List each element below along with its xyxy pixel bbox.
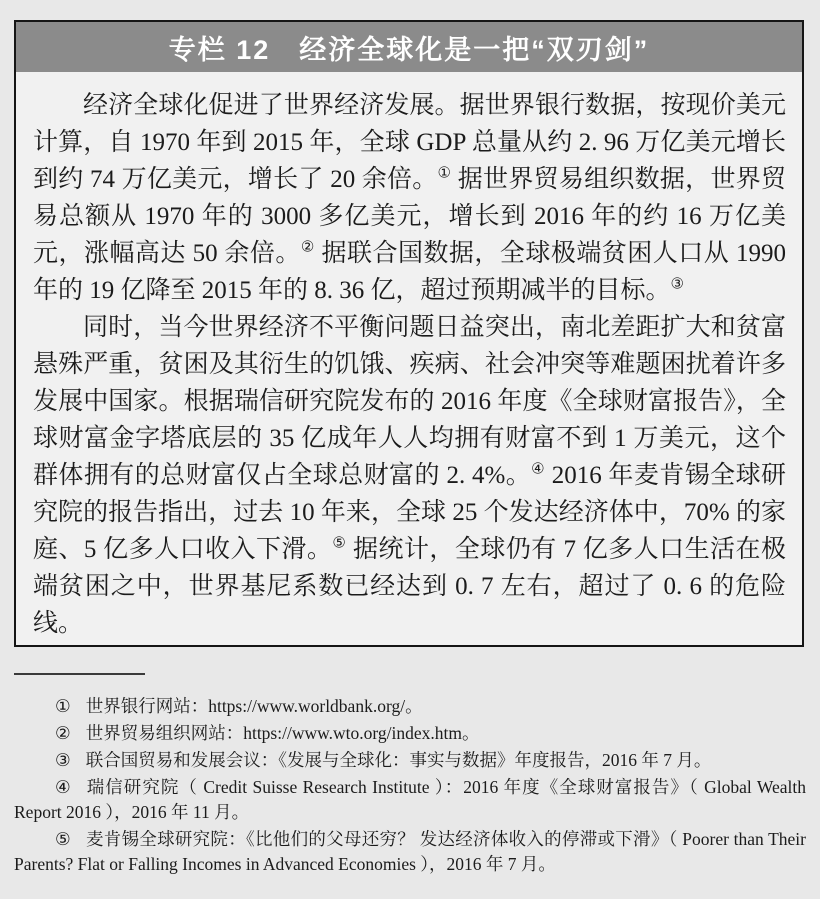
footnote-text: 瑞信研究院（ Credit Suisse Research Institute ）：2016 年度《全球财富报告》（ Global Wealth Report 2016 ），2016 年 11 月。 [14, 777, 806, 822]
body-paragraph [33, 309, 786, 642]
footnote-text: 麦肯锡全球研究院：《比他们的父母还穷？ 发达经济体收入的停滞或下滑》（ Poorer than Their Parents? Flat or Falling Incomes in Advanced Economies ），2016 年 7 月。 [14, 829, 806, 874]
text-run: 据世界贸易组织数据，世界贸易总额从 1970 年的 3000 多亿美元，增长到 2016 年的约 16 万亿美元，涨幅高达 50 余倍。 [33, 166, 786, 267]
footnote-number: ② [55, 723, 71, 743]
footnote-ref: ① [437, 165, 452, 182]
footnote-text: 联合国贸易和发展会议：《发展与全球化：事实与数据》年度报告，2016 年 7 月。 [85, 750, 712, 770]
footnotes [14, 694, 806, 879]
footnote-item [14, 748, 806, 773]
text-run: 据统计，全球仍有 7 亿多人口生活在极端贫困之中，世界基尼系数已经达到 0. 7 左右，超过了 0. 6 的危险线。 [33, 536, 786, 637]
footnote-number: ① [55, 696, 71, 716]
text-run: 经济全球化促进了世界经济发展。据世界银行数据，按现价美元计算，自 1970 年到 2015 年，全球 GDP 总量从约 2. 96 万亿美元增长到约 74 万亿美元，增长了 20 余倍。 [33, 92, 786, 193]
footnote-item [14, 694, 806, 719]
footnote-text: 世界银行网站：https://www.worldbank.org/。 [85, 696, 423, 716]
footnote-number: ④ [55, 777, 72, 797]
body-paragraph [33, 87, 786, 309]
column-title: 专栏 12 经济全球化是一把“双刃剑” [168, 34, 650, 65]
footnote-text: 世界贸易组织网站：https://www.wto.org/index.htm。 [85, 723, 480, 743]
footnote-number: ⑤ [55, 829, 71, 849]
footnote-item [14, 775, 806, 825]
column-title-bar [16, 22, 802, 72]
column-box [14, 20, 804, 647]
text-run: 据联合国数据，全球极端贫困人口从 1990 年的 19 亿降至 2015 年的 8. 36 亿，超过预期减半的目标。 [33, 240, 786, 304]
footnote-item [14, 827, 806, 877]
footnote-ref: ③ [670, 276, 684, 293]
footnote-ref: ② [300, 239, 315, 256]
text-run: 同时，当今世界经济不平衡问题日益突出，南北差距扩大和贫富悬殊严重，贫困及其衍生的饥饿、疾病、社会冲突等难题困扰着许多发展中国家。根据瑞信研究院发布的 2016 年度《全球财富报告》，全球财富金字塔底层的 35 亿成年人人均拥有财富不到 1 万美元，这个群体拥有的总财富仅占全球总财富的 2. 4%。 [33, 314, 786, 489]
footnote-number: ③ [55, 750, 71, 770]
footnote-ref: ④ [531, 461, 546, 478]
footnote-ref: ⑤ [332, 535, 347, 552]
footnote-separator [14, 673, 145, 675]
column-body [16, 72, 802, 642]
text-run: 2016 年麦肯锡全球研究院的报告指出，过去 10 年来，全球 25 个发达经济体中，70% 的家庭、5 亿多人口收入下滑。 [33, 462, 786, 563]
footnote-item [14, 721, 806, 746]
